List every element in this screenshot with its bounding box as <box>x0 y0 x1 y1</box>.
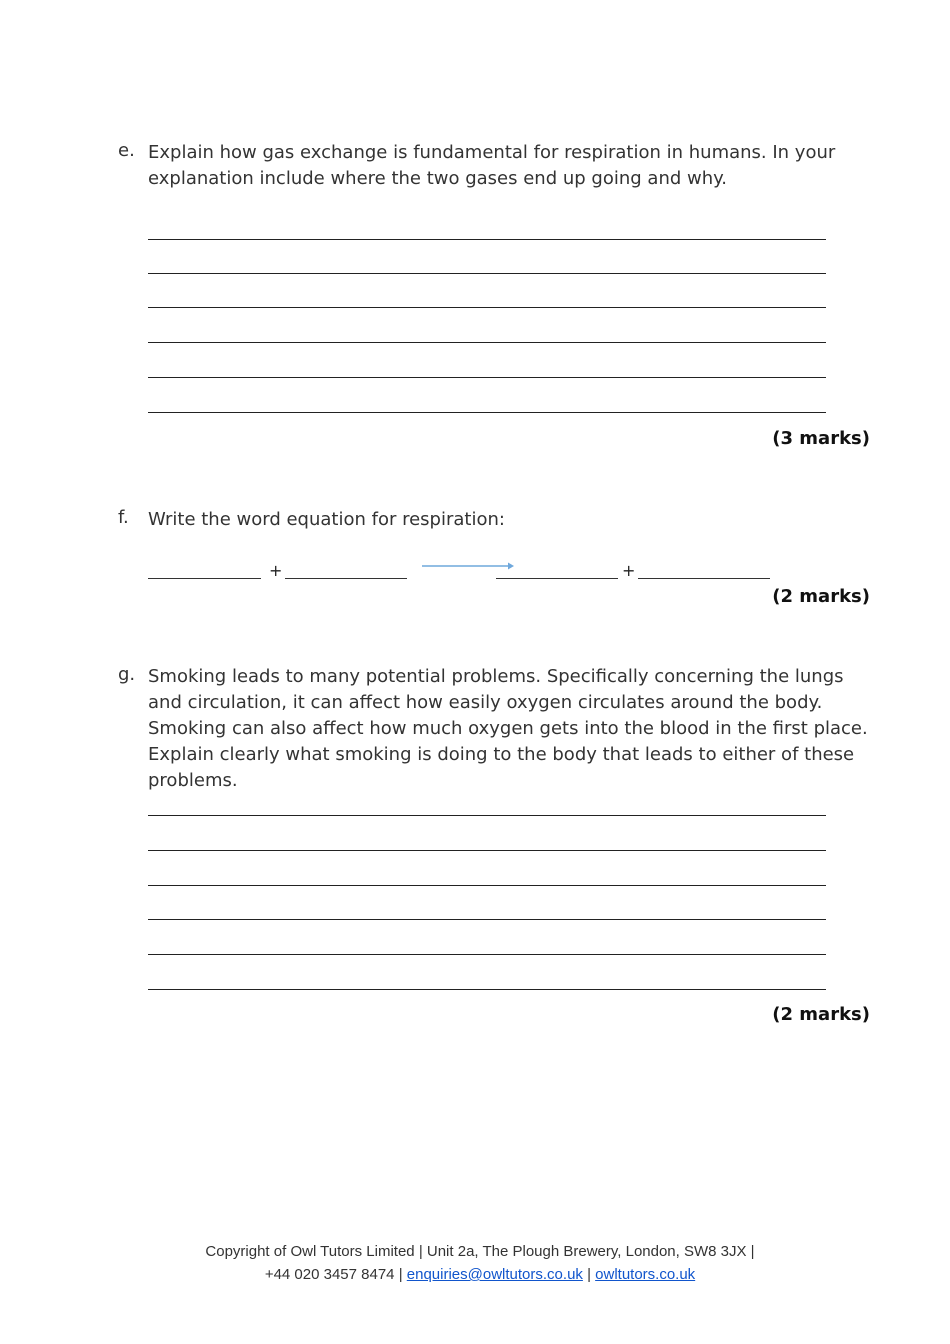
arrow-icon <box>420 560 516 572</box>
answer-line[interactable] <box>148 307 826 308</box>
answer-line[interactable] <box>148 239 826 240</box>
footer-copyright: Copyright of Owl Tutors Limited | Unit 2a, The Plough Brewery, London, SW8 3JX | <box>205 1243 755 1260</box>
footer-email-link[interactable]: enquiries@owltutors.co.uk <box>406 1266 583 1283</box>
question-f-marks: (2 marks) <box>772 586 870 607</box>
question-f-letter: f. <box>118 507 129 528</box>
answer-line[interactable] <box>148 850 826 851</box>
answer-line[interactable] <box>148 919 826 920</box>
footer-separator: | <box>582 1266 596 1283</box>
question-e-text: Explain how gas exchange is fundamental for respiration in humans. In your explanation include where the two gases end up going and why. <box>148 142 836 189</box>
question-g-letter: g. <box>118 664 136 685</box>
product-1-blank[interactable] <box>496 578 618 579</box>
plus-sign: + <box>269 561 283 580</box>
footer-website-link[interactable]: owltutors.co.uk <box>595 1266 696 1283</box>
reactant-1-blank[interactable] <box>148 578 261 579</box>
question-f-text: Write the word equation for respiration: <box>148 509 505 530</box>
answer-line[interactable] <box>148 954 826 955</box>
answer-line[interactable] <box>148 377 826 378</box>
answer-line[interactable] <box>148 273 826 274</box>
plus-sign: + <box>622 561 636 580</box>
answer-line[interactable] <box>148 989 826 990</box>
answer-line[interactable] <box>148 885 826 886</box>
reactant-2-blank[interactable] <box>285 578 407 579</box>
question-e-marks: (3 marks) <box>772 428 870 449</box>
footer-separator: | <box>394 1266 407 1283</box>
question-e-letter: e. <box>118 140 135 161</box>
product-2-blank[interactable] <box>638 578 770 579</box>
answer-line[interactable] <box>148 342 826 343</box>
question-g-marks: (2 marks) <box>772 1004 870 1025</box>
footer-contact <box>0 1266 950 1283</box>
answer-line[interactable] <box>148 815 826 816</box>
question-g-text: Smoking leads to many potential problems. Specifically concerning the lungs and circulation, it can affect how easily oxygen circulates around the body. Smoking can also affect how much oxygen gets into the blood in the first place. Explain clearly what smoking is doing to the body that leads to either of these problems. <box>148 666 868 791</box>
footer-phone: +44 020 3457 8474 <box>264 1266 395 1283</box>
answer-line[interactable] <box>148 412 826 413</box>
